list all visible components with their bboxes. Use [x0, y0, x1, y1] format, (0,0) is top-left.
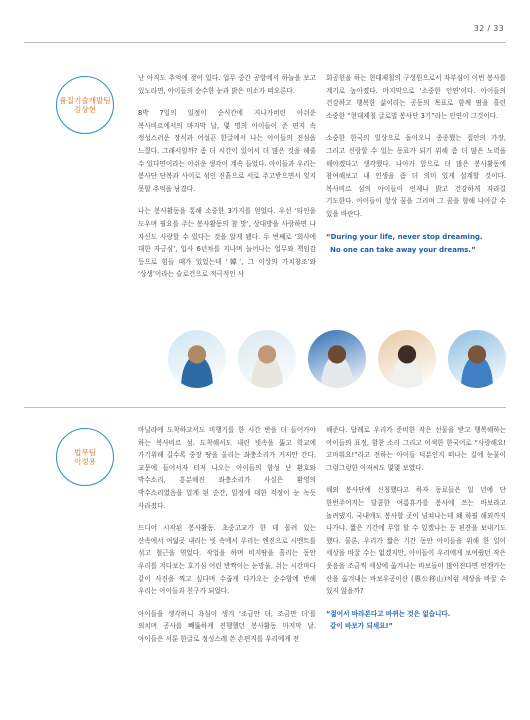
paragraph: 해외 봉사단에 신청했다고 하자 동료들은 일 년에 단 한번주어지는 달콤한 여름휴가를 봉사에 쓰는 바보라고 놀려댔지. 국내에도 봉사할 곳이 넘쳐나는데 왜 하필 해외까지 나가냐. 짧은 기간에 무얼 할 수 있겠냐는 등 핀잔을 보내기도 했다. 물론, 우리가 짧은 기간 동안 아이들을 위해 한 일이 세상을 바꿀 수는 없겠지만, 아이들이 우리에게 보여줬던 작은 웃음을 조금씩 세상에 옮겨나는 바보들이 많아진다면 언젠가는 산을 옮겨내는 바보우공이산 (愚公移山)처럼 세상을 바꿀 수 있지 않을까? — [326, 486, 506, 596]
quote-line: No one can take away your dreams.” — [330, 245, 476, 254]
article-column-right — [326, 72, 506, 257]
paragraph: 회공헌을 하는 현대제철의 구성원으로서 자부심이 이번 봉사를 계기로 높아졌다. 마지막으로 ‘소중한 인연’이다. 아이들의 건강하고 행복한 삶이라는 공동의 목표로 함께 땀을 흘린 소중한 “현대제철 글로벌 봉사단 3기”라는 인연이 그것이다. — [326, 74, 506, 120]
article-column-right — [326, 424, 506, 633]
header-divider — [24, 42, 506, 43]
closing-quote — [326, 608, 506, 633]
paragraph: 난 아직도 추억에 젖어 있다. 업무 중간 공항에서 하늘을 보고 있노라면, 아이들의 순수한 눈과 밝은 미소가 떠오른다. — [138, 74, 316, 95]
paragraph: 마닐라에 도착하고서도 비행기를 한 시간 반을 더 들어가야 하는 복사비르 섬. 도착해서도 내린 빗속을 뚫고 학교에 가기위해 길수록 중장 땅을 올리는 좌충소리가 거저만 간다. 교문에 들어서자 터져 나오는 아이들의 함성 난 환호와 박수소리, 흥분해진 좌충소리가 사실은 환영의 박수소리였음을 알게 된 순간, 일정에 대한 걱정이 눈 녹듯 사라졌다. — [138, 426, 316, 510]
children-photo-3 — [308, 330, 366, 388]
quote-line: “젊어서 바라본다고 바뀌는 것은 없습니다. — [326, 609, 451, 618]
author-badge — [56, 428, 114, 486]
author-department: 품질기술개발팀 — [59, 95, 111, 105]
quote-line: “During your life, never stop dreaming. — [326, 232, 483, 241]
article-column-left — [138, 424, 316, 646]
paragraph: 나는 봉사활동을 통해 소중한 3가지를 얻었다. 우선 ‘타인을 도우며 필요를 주는 봉사활동의 참 맛’, 상대방을 사랑하면 나 자신도 사랑할 수 있다는 것을 알게 됐다. 두 번째로 ‘회사에 대한 자긍심’, 입사 6년차를 지나며 늘어나는 업무와 책임감 등으로 힘들 때가 있었는데 ‘韓’, 그 이상의 가치창조’와 ‘상생’이라는 슬로건으로 적극적인 사 — [138, 207, 316, 279]
children-photo-2 — [238, 330, 296, 388]
article-column-left — [138, 72, 316, 281]
children-photo-5 — [448, 330, 506, 388]
page-number: 32 / 33 — [473, 24, 504, 33]
children-photo-1 — [168, 330, 226, 388]
quote-line: 같이 바보가 되세요!” — [330, 622, 393, 631]
paragraph: 드디어 시작된 봉사활동. 초중고교가 한 데 몰려 있는 산속에서 여덟곳 내리는 빗 속에서 우리는 엔진으로 시멘트를 섞고 철근을 엮었다. 작업을 하며 비지땀을 흘리는 동안 우리를 지다보는 호기심 어린 반짝이는 눈망울, 쉬는 시간마다 같이 사진을 찍고 싶다며 수줍게 다가오는 순수함에 반해 우리는 아이들과 친구가 되었다. — [138, 524, 316, 596]
children-photo-4 — [378, 330, 436, 388]
author-name: 김상현 — [73, 105, 96, 114]
author-badge — [56, 76, 114, 134]
paragraph: 아이들을 생각하니 욕심이 생겨 ‘조금만 더, 조금만 더’를 외치며 공사를 빼뚫하게 진행했던 봉사활동 마지막 날. 아이들은 서툰 한글로 정성스레 쓴 손편지를 우리에게 전 — [138, 609, 316, 643]
author-name: 이정용 — [73, 457, 96, 466]
paragraph: 해준다. 답례로 우리가 준비한 작은 선물을 받고 행복해하는 아이들의 표정, 함찬 소리 그리고 어색한 한국어로 “사랑해요! 고마워요!”라고 전하는 아이들 덕분인지 떠나는 길에 눈물이 그렁그렁한 아저씨도 몇몇 보였다. — [326, 426, 506, 472]
closing-quote — [326, 231, 506, 257]
photo-strip — [168, 330, 508, 390]
paragraph: 소중한 한국의 일상으로 돌아오니 종종했는 집안의 가장, 그리고 신랑할 수 있는 동료가 되기 위해 좀 더 많은 노력을 해야겠다고 생각했다. 나아가 앞으로 더 많은 봉사활동에 참여해보고 내 인생을 좀 더 의미 있게 설계할 것이다. 복사비르 섬의 아이들이 언제나 밝고 건강하게 자라길 기도한다. 아이들이 항상 꿈을 그리며 그 꿈을 향해 나아갈 수 있을 바란다. — [326, 134, 506, 218]
section-divider — [24, 407, 506, 408]
author-department: 법무팀 — [73, 447, 96, 457]
paragraph: 8박 7일의 일정이 순식간에 지나가버린 아쉬운 복사비르에서의 마지막 날, 몇 명의 아이들이 준 편지 속 정성스러운 장식과 어설픈 한글에서 나는 아이들의 진심을 느꼈다. 그래서일까? 좀 더 시간이 있어서 더 많은 것을 해줄 수 있다면이라는 아쉬운 생각이 계속 들었다. 아이들과 우리는 봉사단 단복과 사이로 섞인 진흙으로 서로 주고받으면서 잊지 못할 추억을 남겼다. — [138, 109, 316, 193]
